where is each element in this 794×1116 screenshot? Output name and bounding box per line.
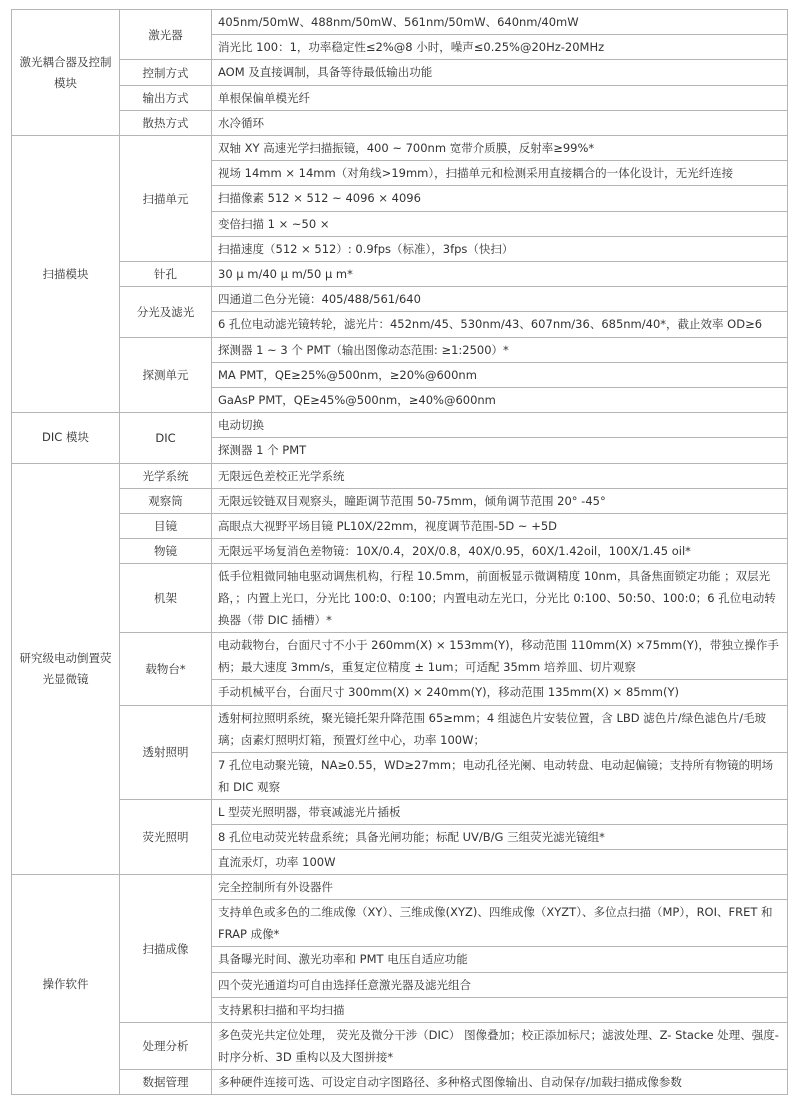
spec-value: L 型荧光照明器，带衰减滤光片插板 [212,799,788,824]
spec-value: 视场 14mm × 14mm（对角线>19mm），扫描单元和检测采用直接耦合的一体化设计，无光纤连接 [212,161,788,186]
sub-control: 控制方式 [120,60,212,85]
spec-value: 变倍扫描 1 × ~50 × [212,211,788,236]
spec-value: 8 孔位电动荧光转盘系统；具备光闸功能；标配 UV/B/G 三组荧光滤光镜组* [212,824,788,849]
table-row [12,514,788,539]
spec-value: 双轴 XY 高速光学扫描振镜，400 ~ 700nm 宽带介质膜，反射率≥99%* [212,136,788,161]
table-row [12,1023,788,1070]
sub-data: 数据管理 [120,1070,212,1095]
sub-cooling: 散热方式 [120,110,212,135]
spec-value: 支持单色或多色的二维成像（XY）、三维成像(XYZ)、四维成像（XYZT）、多位点扫描（MP），ROI、FRET 和 FRAP 成像* [212,900,788,947]
spec-value: 四通道二色分光镜：405/488/561/640 [212,287,788,312]
spec-table [11,9,788,1095]
sub-imaging: 扫描成像 [120,875,212,1023]
spec-value: 四个荧光通道均可自由选择任意激光器及滤光组合 [212,972,788,997]
category-scan: 扫描模块 [12,136,120,413]
table-row [12,85,788,110]
spec-value: 405nm/50mW、488nm/50mW、561nm/50mW、640nm/40mW [212,10,788,35]
sub-eyepiece: 目镜 [120,514,212,539]
table-row [12,799,788,824]
sub-analysis: 处理分析 [120,1023,212,1070]
table-row [12,463,788,488]
sub-detector: 探测单元 [120,337,212,413]
sub-tube: 观察筒 [120,488,212,513]
spec-value: 探测器 1 个 PMT [212,438,788,463]
sub-dic: DIC [120,413,212,463]
sub-laser: 激光器 [120,10,212,60]
spec-value: 直流汞灯，功率 100W [212,850,788,875]
spec-value: 30 μ m/40 μ m/50 μ m* [212,262,788,287]
spec-value: 扫描像素 512 × 512 ~ 4096 × 4096 [212,186,788,211]
spec-value: 完全控制所有外设器件 [212,875,788,900]
category-software: 操作软件 [12,875,120,1095]
sub-frame: 机架 [120,564,212,633]
spec-value: 透射柯拉照明系统，聚光镜托架升降范围 65≥mm；4 组滤色片安装位置，含 LBD 滤色片/绿色滤色片/毛玻璃；卤素灯照明灯箱，预置灯丝中心，功率 100W； [212,705,788,752]
spec-value: AOM 及直接调制，具备等待最低输出功能 [212,60,788,85]
category-microscope: 研究级电动倒置荧光显微镜 [12,463,120,875]
category-dic: DIC 模块 [12,413,120,463]
table-row [12,705,788,752]
table-row [12,875,788,900]
spec-value: 无限远色差校正光学系统 [212,463,788,488]
sub-fluorescence: 荧光照明 [120,799,212,875]
spec-value: 多种硬件连接可选、可设定自动字图路径、多种格式图像输出、自动保存/加载扫描成像参数 [212,1070,788,1095]
sub-optics: 光学系统 [120,463,212,488]
table-row [12,488,788,513]
spec-value: 6 孔位电动滤光镜转轮，滤光片：452nm/45、530nm/43、607nm/36、685nm/40*，截止效率 OD≥6 [212,312,788,337]
spec-value: 高眼点大视野平场目镜 PL10X/22mm，视度调节范围-5D ~ +5D [212,514,788,539]
spec-value: MA PMT，QE≥25%@500nm，≥20%@600nm [212,362,788,387]
sub-transmitted: 透射照明 [120,705,212,799]
spec-value: 具备曝光时间、激光功率和 PMT 电压自适应功能 [212,947,788,972]
spec-value: 电动载物台，台面尺寸不小于 260mm(X) × 153mm(Y)，移动范围 110mm(X) ×75mm(Y)，带独立操作手柄；最大速度 3mm/s，重复定位精度 ± 1um；可适配 35mm 培养皿、切片观察 [212,633,788,680]
spec-value: GaAsP PMT，QE≥45%@500nm，≥40%@600nm [212,388,788,413]
spec-value: 消光比 100：1，功率稳定性≤2%@8 小时，噪声≤0.25%@20Hz-20MHz [212,35,788,60]
sub-pinhole: 针孔 [120,262,212,287]
sub-stage: 载物台* [120,633,212,705]
spec-value: 无限远铰链双目观察头，瞳距调节范围 50-75mm，倾角调节范围 20° -45° [212,488,788,513]
spec-value: 低手位粗微同轴电驱动调焦机构，行程 10.5mm，前面板显示微调精度 10nm，具备焦面锁定功能 ；双层光路，；内置上光口，分光比 100:0、0:100；内置电动左光口，分光比 0:100、50:50、100:0；6 孔位电动转换器（带 DIC 插槽）* [212,564,788,633]
table-row [12,564,788,633]
sub-output: 输出方式 [120,85,212,110]
spec-value: 7 孔位电动聚光镜，NA≥0.55，WD≥27mm；电动孔径光阑、电动转盘、电动起偏镜；支持所有物镜的明场和 DIC 观察 [212,752,788,799]
spec-value: 单根保偏单模光纤 [212,85,788,110]
table-row [12,287,788,312]
spec-value: 手动机械平台，台面尺寸 300mm(X) × 240mm(Y)，移动范围 135mm(X) × 85mm(Y) [212,680,788,705]
table-row [12,337,788,362]
table-row [12,413,788,438]
spec-value: 扫描速度（512 × 512）: 0.9fps（标准），3fps（快扫） [212,236,788,261]
table-row [12,633,788,680]
table-row [12,1070,788,1095]
spec-value: 探测器 1 ~ 3 个 PMT（输出图像动态范围: ≥1:2500）* [212,337,788,362]
table-row [12,262,788,287]
sub-scan-unit: 扫描单元 [120,136,212,262]
table-row [12,60,788,85]
sub-objective: 物镜 [120,539,212,564]
table-row [12,10,788,35]
table-row [12,110,788,135]
table-row [12,539,788,564]
category-laser: 激光耦合器及控制模块 [12,10,120,136]
spec-value: 电动切换 [212,413,788,438]
spec-value: 无限远平场复消色差物镜：10X/0.4，20X/0.8，40X/0.95，60X/1.42oil，100X/1.45 oil* [212,539,788,564]
spec-value: 支持累积扫描和平均扫描 [212,997,788,1022]
spec-value: 多色荧光共定位处理， 荧光及微分干涉（DIC） 图像叠加；校正添加标尺；滤波处理、Z- Stacke 处理、强度-时序分析、3D 重构以及大图拼接* [212,1023,788,1070]
sub-filter: 分光及滤光 [120,287,212,337]
table-row [12,136,788,161]
spec-value: 水冷循环 [212,110,788,135]
